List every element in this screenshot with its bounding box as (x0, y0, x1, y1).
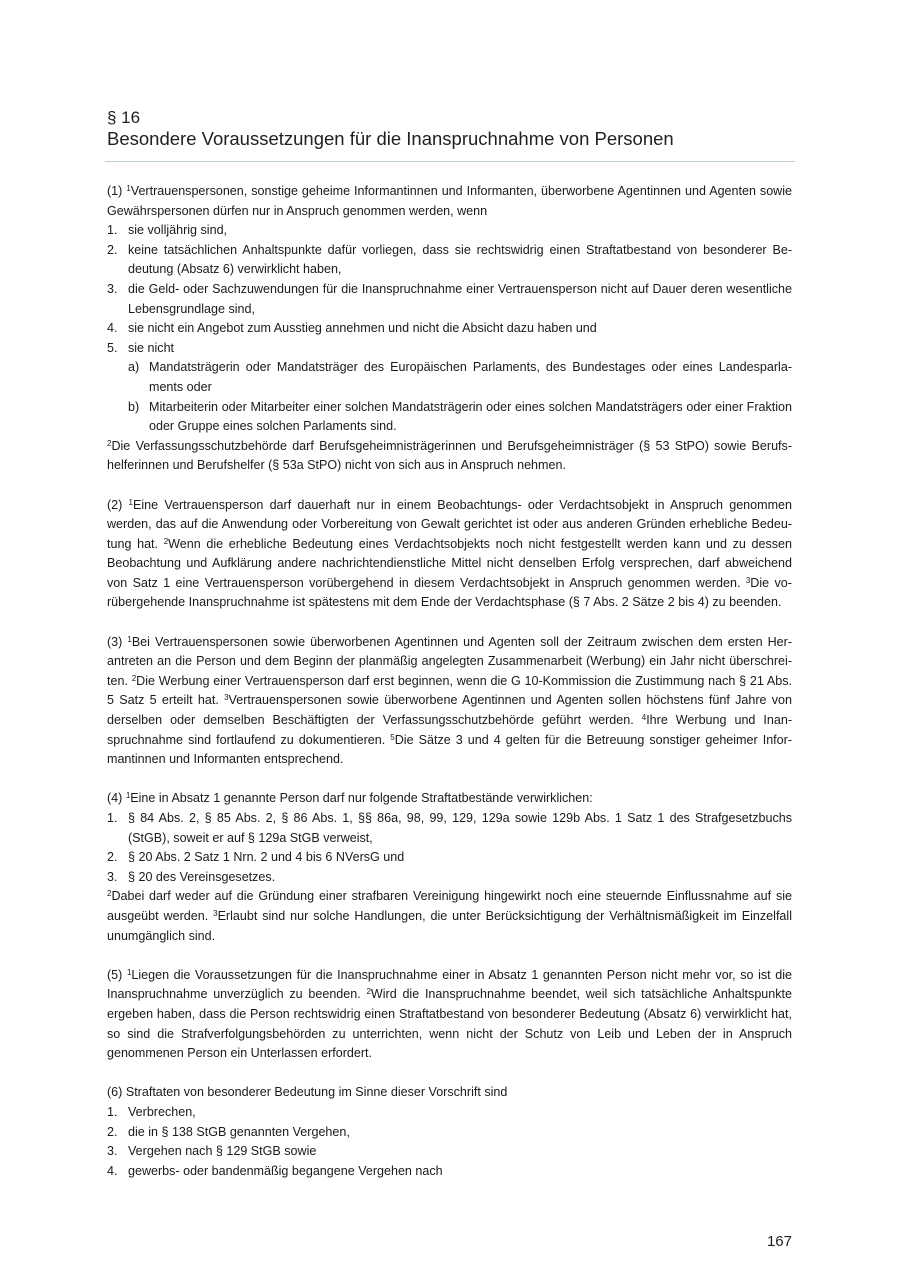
sentence-text: Wird die Inanspruchnahme beendet, weil sich tatsächliche Anhaltspunkte ergeben haben, dass die Person rechtswidrig einen Straftatbestand von besonderer Bedeutung (Absatz 6) verwirklicht hat, so sind die Strafverfolgungsbehörden zu unterrichten, wenn nicht der Schutz von Leib und Leben der in Anspruch genommenen Person ein Unterlassen erfordert. (107, 987, 792, 1061)
list-item-text: sie nicht (128, 340, 175, 355)
list-item-number: 4. (107, 321, 118, 336)
list-item-text: Mandatsträgerin oder Mandatsträger des Europäischen Parlaments, des Bundestages oder eines Landesparlaments oder (149, 360, 792, 394)
sentence-text: Die vorübergehende Inanspruchnahme ist spätestens mit dem Ende der Verdachtsphase (§ 7 Abs. 2 Sätze 2 bis 4) zu beenden. (107, 575, 792, 610)
sentence-number: 4 (641, 713, 647, 723)
sentence-number: 1 (126, 967, 132, 977)
paragraph-4-list (107, 809, 792, 887)
list-item-text: sie volljährig sind, (128, 223, 228, 238)
sentence-text: Erlaubt sind nur solche Handlungen, die unter Berücksichtigung der Verhältnismäßigkeit im Einzelfall unumgänglich sind. (107, 908, 792, 943)
paragraph-1-sentence-2: $^2$Die Verfassungsschutzbehörde darf Berufsgeheimnisträgerinnen und Berufsgeheimnisträger (§ 53 StPO) sowie Berufshelferinnen und Berufshelfer (§ 53a StPO) nicht von sich aus in Anspruch nehmen. (107, 438, 792, 473)
paragraph-6-intro: (6) Straftaten von besonderer Bedeutung im Sinne dieser Vorschrift sind (107, 1085, 508, 1100)
sentence-number: 2 (366, 987, 371, 997)
section-body (107, 182, 792, 1181)
sentence-number: 2 (131, 673, 137, 683)
list-item-number: 2. (107, 242, 118, 257)
sentence-number: 3 (224, 693, 229, 703)
list-item-text: Verbrechen, (128, 1104, 196, 1119)
list-item (107, 241, 792, 280)
sentence-text: Wenn die erhebliche Bedeutung eines Verdachtsobjekts noch nicht festgestellt werden kann und zu dessen Beobachtung und Aufklärung andere nachrichtendienstliche Mittel nicht denselben Erfolg versprechen, darf abweichend von Satz 1 eine Vertrauensperson vorübergehend in diesem Verdachtsobjekt in Anspruch genommen werden. (107, 536, 792, 590)
paragraph-3: (3) $^1$Bei Vertrauenspersonen sowie überworbenen Agentinnen und Agenten soll der Zeitraum zwischen dem ersten Herantreten an die Person und dem Beginn der planmäßig angelegten Zusammenarbeit (Werbung) ein Jahr nicht überschreiten. $^2$Die Werbung einer Vertrauensperson darf erst beginnen, wenn die G 10-Kommission die Zustimmung nach § 21 Abs. 5 Satz 5 erteilt hat. $^3$Vertrauenspersonen sowie überworbene Agentinnen und Agenten sollen höchstens fünf Jahre von derselben oder demselben Beschäftigten der Verfassungsschutzbehörde geführt werden. $^4$Ihre Werbung und Inanspruchnahme sind fortlaufend zu dokumentieren. $^5$Die Sätze 3 und 4 gelten für die Betreuung sonstiger geheimer Informantinnen und Informanten entsprechend. (107, 634, 793, 767)
sentence-text: Die Werbung einer Vertrauensperson darf erst beginnen, wenn die G 10-Kommission die Zustimmung nach § 21 Abs. 5 Satz 5 erteilt hat. (107, 673, 793, 708)
list-item-number: 3. (107, 1144, 118, 1159)
sentence-text: Bei Vertrauenspersonen sowie überworbenen Agentinnen und Agenten soll der Zeitraum zwischen dem ersten Herantreten an die Person und dem Beginn der planmäßig angelegten Zusammenarbeit (Werbung) ein Jahr nicht überschreiten. (107, 634, 792, 688)
list-item (107, 1162, 792, 1182)
heading-divider (105, 161, 795, 162)
paragraph-2: (2) $^1$Eine Vertrauensperson darf dauerhaft nur in einem Beobachtungs- oder Verdachtsobjekt in Anspruch genommen werden, das auf die Anwendung oder Vorbereitung von Gewalt gerichtet ist oder aus anderen Gründen erhebliche Bedeutung hat. $^2$Wenn die erhebliche Bedeutung eines Verdachtsobjekts noch nicht festgestellt werden kann und zu dessen Beobachtung und Aufklärung andere nachrichtendienstliche Mittel nicht denselben Erfolg versprechen, darf abweichend von Satz 1 eine Vertrauensperson vorübergehend in diesem Verdachtsobjekt in Anspruch genommen werden. $^3$Die vorübergehende Inanspruchnahme ist spätestens mit dem Ende der Verdachtsphase (§ 7 Abs. 2 Sätze 2 bis 4) zu beenden. (107, 497, 792, 610)
paragraph-4-sentences (107, 887, 792, 946)
paragraph-6-list (107, 1103, 792, 1181)
list-item (107, 280, 792, 319)
sub-list-item (128, 398, 792, 437)
list-item (107, 1123, 792, 1143)
sentence-number: 1 (128, 497, 133, 507)
sentence-number: 1 (127, 634, 132, 644)
list-item-number: 1. (107, 1104, 118, 1119)
sentence-text: Liegen die Voraussetzungen für die Inanspruchnahme einer in Absatz 1 genannten Person nicht mehr vor, so ist die Inanspruchnahme unverzüglich zu beenden. (107, 967, 792, 1002)
paragraph-1-sublist (107, 358, 792, 436)
list-item-text: sie nicht ein Angebot zum Ausstieg annehmen und nicht die Absicht dazu haben und (128, 321, 597, 336)
list-item (107, 809, 792, 848)
list-item-number: 2. (107, 850, 118, 865)
sentence-text: Vertrauenspersonen sowie überworbene Agentinnen und Agenten sollen höchstens fünf Jahre von derselben oder demselben Beschäftigten der Verfassungsschutzbehörde geführt werden. (107, 693, 792, 728)
list-item-number: 5. (107, 340, 118, 355)
paragraph-1-intro: (1) $^1$Vertrauenspersonen, sonstige geheime Informantinnen und Informanten, überworbene Agentinnen und Agenten sowie Gewährspersonen dürfen nur in Anspruch genommen werden, wenn (107, 184, 792, 218)
list-item-number: 1. (107, 223, 118, 238)
list-item-text: die Geld- oder Sachzuwendungen für die Inanspruchnahme einer Vertrauensperson nicht auf Dauer deren wesentliche Lebensgrundlage sind, (128, 281, 792, 316)
sentence-text: Dabei darf weder auf die Gründung einer strafbaren Vereinigung hingewirkt noch eine steuernde Einflussnahme auf sie ausgeübt werden. (107, 889, 792, 923)
sentence-number: 5 (390, 732, 395, 742)
list-item-text: § 20 des Vereinsgesetzes. (128, 869, 276, 884)
list-item (107, 848, 792, 868)
list-item-number: 4. (107, 1163, 118, 1178)
section-heading (107, 108, 797, 150)
sentence-text: Ihre Werbung und Inanspruchnahme sind fortlaufend zu dokumentieren. (107, 713, 792, 747)
sentence-number: 3 (745, 575, 751, 585)
section-number: § 16 (107, 108, 141, 127)
list-item-text: § 84 Abs. 2, § 85 Abs. 2, § 86 Abs. 1, §§ 86a, 98, 99, 129, 129a sowie 129b Abs. 1 Satz 1 des Strafgesetzbuchs (StGB), soweit er auf § 129a StGB verweist, (128, 811, 792, 845)
list-item-text: Vergehen nach § 129 StGB sowie (128, 1144, 317, 1159)
sub-list-item (128, 358, 792, 397)
list-item (107, 868, 792, 888)
sentence-text: Die Sätze 3 und 4 gelten für die Betreuung sonstiger geheimer Informantinnen und Informanten entsprechend. (107, 732, 793, 767)
list-item-number: b) (128, 399, 140, 414)
list-item-text: keine tatsächlichen Anhaltspunkte dafür vorliegen, dass sie rechtswidrig einen Straftatbestand von besonderer Bedeutung (Absatz 6) verwirklicht haben, (128, 242, 792, 277)
list-item-number: a) (128, 360, 140, 375)
list-item-number: 3. (107, 281, 118, 296)
sentence-number: 2 (163, 536, 169, 546)
list-item-text: Mitarbeiterin oder Mitarbeiter einer solchen Mandatsträgerin oder eines solchen Mandatsträgers oder einer Fraktion oder Gruppe eines solchen Parlaments sind. (149, 399, 792, 434)
paragraph-1-list (107, 221, 792, 358)
sentence-text: Eine Vertrauensperson darf dauerhaft nur in einem Beobachtungs- oder Verdachtsobjekt in Anspruch genommen werden, das auf die Anwendung oder Vorbereitung von Gewalt gerichtet ist oder aus anderen Gründen erhebliche Bedeutung hat. (107, 497, 792, 551)
list-item-text: gewerbs- oder bandenmäßig begangene Vergehen nach (128, 1163, 443, 1178)
list-item (107, 1103, 792, 1123)
list-item-text: § 20 Abs. 2 Satz 1 Nrn. 2 und 4 bis 6 NVersG und (128, 850, 405, 865)
paragraph-4-intro: (4) $^1$Eine in Absatz 1 genannte Person darf nur folgende Straftatbestände verwirklichen: (107, 791, 593, 806)
list-item (107, 319, 792, 339)
section-title: Besondere Voraussetzungen für die Inanspruchnahme von Personen (107, 128, 674, 149)
list-item-number: 3. (107, 869, 118, 884)
sentence-number: 2 (107, 889, 112, 899)
page-number: 167 (766, 1233, 792, 1250)
paragraph-5: (5) $^1$Liegen die Voraussetzungen für die Inanspruchnahme einer in Absatz 1 genannten Person nicht mehr vor, so ist die Inanspruchnahme unverzüglich zu beenden. $^2$Wird die Inanspruchnahme beendet, weil sich tatsächliche Anhaltspunkte ergeben haben, dass die Person rechtswidrig einen Straftatbestand von besonderer Bedeutung (Absatz 6) verwirklicht hat, so sind die Strafverfolgungsbehörden zu unterrichten, wenn nicht der Schutz von Leib und Leben der in Anspruch genommenen Person ein Unterlassen erfordert. (107, 967, 792, 1061)
list-item (107, 1142, 792, 1162)
list-item-number: 1. (107, 811, 118, 825)
list-item-text: die in § 138 StGB genannten Vergehen, (128, 1124, 350, 1139)
sentence-number: 3 (213, 908, 218, 918)
list-item-number: 2. (107, 1124, 118, 1139)
list-item (107, 221, 792, 241)
list-item (107, 339, 792, 359)
